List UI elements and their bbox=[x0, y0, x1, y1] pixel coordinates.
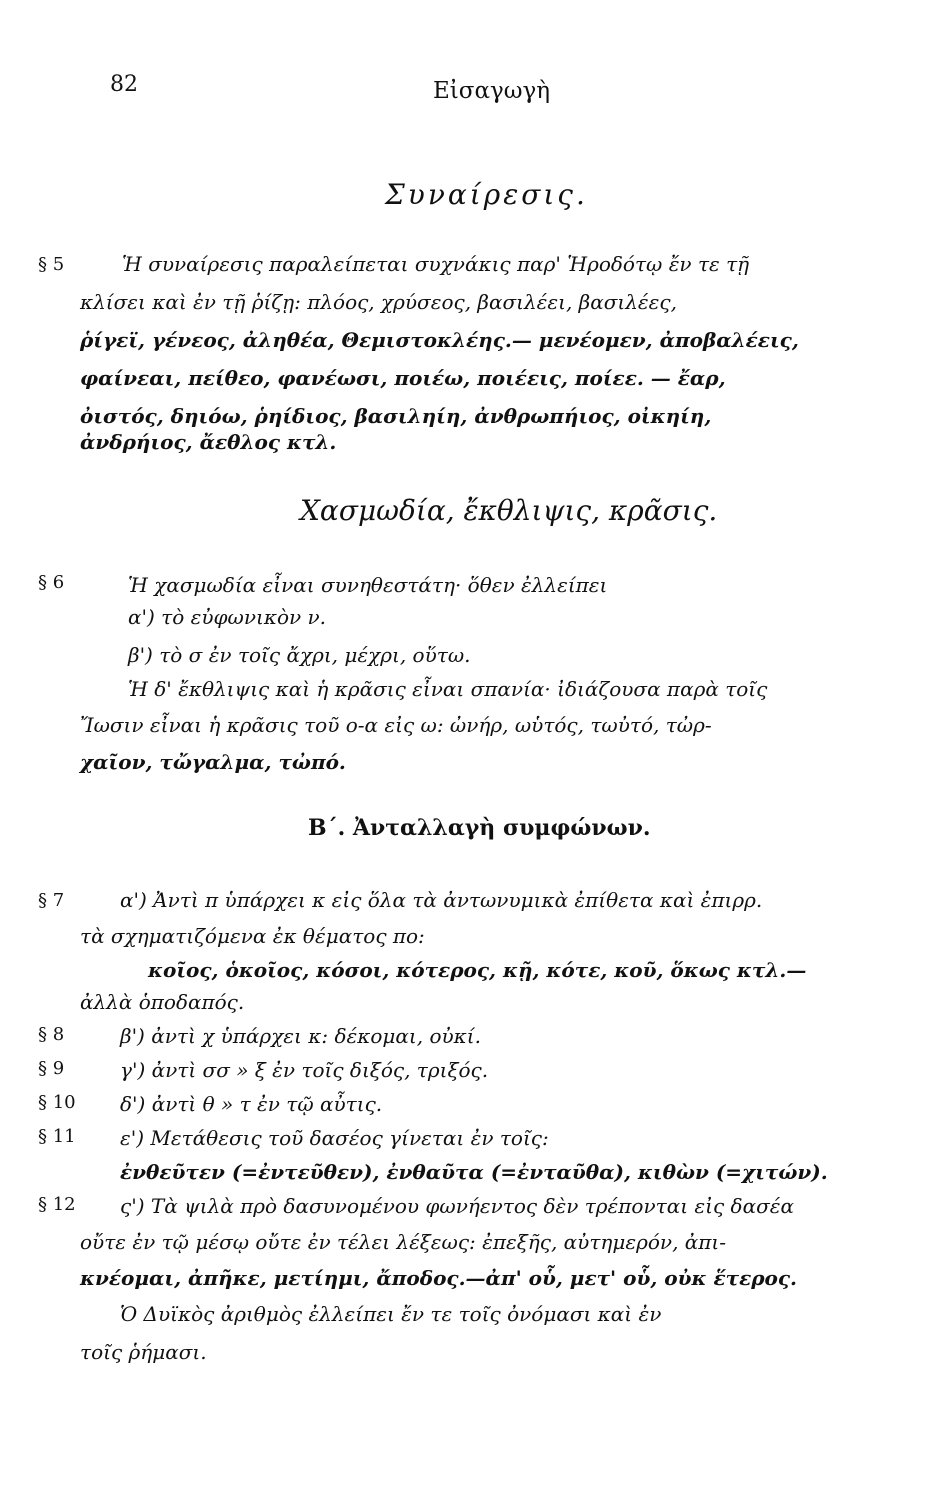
section-marker-9: § 9 bbox=[38, 1058, 65, 1079]
s9-line: γ') ἀντὶ σσ » ξ ἐν τοῖς διξός, τριξός. bbox=[120, 1058, 489, 1082]
s12-line-3: κνέομαι, ἀπῆκε, μετίημι, ἄποδος.—ἀπ' οὗ, μετ' οὗ, οὐκ ἕτερος. bbox=[80, 1266, 798, 1290]
s7-line-3: κοῖος, ὁκοῖος, κόσοι, κότερος, κῇ, κότε, κοῦ, ὅκως κτλ.— bbox=[148, 958, 807, 982]
s6-line-4: Ἡ δ' ἔκθλιψις καὶ ἡ κρᾶσις εἶναι σπανία· ἰδιάζουσα παρὰ τοῖς bbox=[128, 677, 768, 701]
running-title: Εἰσαγωγὴ bbox=[433, 78, 551, 104]
s7-line-2: τὰ σχηματιζόμενα ἐκ θέματος πο: bbox=[80, 924, 425, 948]
s6-line-2: α') τὸ εὐφωνικὸν ν. bbox=[128, 605, 327, 629]
heading-hiatus: Χασμωδία, ἔκθλιψις, κρᾶσις. bbox=[300, 494, 718, 527]
heading-synaeresis: Συναίρεσις. bbox=[385, 178, 588, 211]
section-marker-12: § 12 bbox=[38, 1194, 76, 1215]
s6-line-1: Ἡ χασμωδία εἶναι συνηθεστάτη· ὅθεν ἐλλείπει bbox=[128, 573, 608, 597]
section-marker-5: § 5 bbox=[38, 254, 65, 275]
section-marker-8: § 8 bbox=[38, 1024, 65, 1045]
s6-line-6: χαῖον, τὤγαλμα, τὠπό. bbox=[80, 750, 346, 774]
s5-line-5: ὀιστός, δηιόω, ῥηίδιος, βασιληίη, ἀνθρωπήιος, οἰκηίη, bbox=[80, 404, 712, 428]
s12-line-4: Ὁ Δυϊκὸς ἀριθμὸς ἐλλείπει ἔν τε τοῖς ὀνόμασι καὶ ἐν bbox=[120, 1302, 662, 1326]
s5-line-2: κλίσει καὶ ἐν τῇ ῥίζῃ: πλόος, χρύσεος, βασιλέει, βασιλέες, bbox=[80, 290, 677, 314]
s5-line-4: φαίνεαι, πείθεο, φανέωσι, ποιέω, ποιέεις, ποίεε. — ἔαρ, bbox=[80, 366, 726, 390]
page-number: 82 bbox=[110, 72, 138, 97]
s8-line: β') ἀντὶ χ ὑπάρχει κ: δέκομαι, οὐκί. bbox=[120, 1024, 481, 1048]
s12-line-2: οὔτε ἐν τῷ μέσῳ οὔτε ἐν τέλει λέξεως: ἐπεξῆς, αὐτημερόν, ἀπι- bbox=[80, 1230, 727, 1254]
s10-line: δ') ἀντὶ θ » τ ἐν τῷ αὖτις. bbox=[120, 1092, 383, 1116]
s11-line-1: ε') Μετάθεσις τοῦ δασέος γίνεται ἐν τοῖς: bbox=[120, 1126, 549, 1150]
s12-line-1: ς') Τὰ ψιλὰ πρὸ δασυνομένου φωνήεντος δὲν τρέπονται εἰς δασέα bbox=[120, 1194, 794, 1218]
section-marker-7: § 7 bbox=[38, 890, 65, 911]
s6-line-5: Ἴωσιν εἶναι ἡ κρᾶσις τοῦ ο-α εἰς ω: ὠνήρ, ωὑτός, τωὐτό, τὠρ- bbox=[80, 713, 712, 737]
s11-line-2: ἐνθεῦτεν (=ἐντεῦθεν), ἐνθαῦτα (=ἐνταῦθα), κιθὼν (=χιτών). bbox=[120, 1160, 828, 1184]
section-marker-11: § 11 bbox=[38, 1126, 76, 1147]
s12-line-5: τοῖς ῥήμασι. bbox=[80, 1340, 207, 1364]
s5-line-6: ἀνδρήιος, ἄεθλος κτλ. bbox=[80, 430, 337, 454]
s5-line-1: Ἡ συναίρεσις παραλείπεται συχνάκις παρ' Ἡροδότῳ ἔν τε τῇ bbox=[122, 252, 750, 276]
section-marker-10: § 10 bbox=[38, 1092, 76, 1113]
s7-line-4: ἀλλὰ ὁποδαπός. bbox=[80, 990, 245, 1014]
s7-line-1: α') Ἀντὶ π ὑπάρχει κ εἰς ὅλα τὰ ἀντωνυμικὰ ἐπίθετα καὶ ἐπιρρ. bbox=[120, 888, 763, 912]
s5-line-3: ῥίγεϊ, γένεος, ἀληθέα, Θεμιστοκλέης.— μενέομεν, ἀποβαλέεις, bbox=[80, 328, 799, 352]
s6-line-3: β') τὸ σ ἐν τοῖς ἄχρι, μέχρι, οὕτω. bbox=[128, 643, 471, 667]
heading-consonant-interchange: Β΄. Ἀνταλλαγὴ συμφώνων. bbox=[308, 815, 651, 841]
section-marker-6: § 6 bbox=[38, 572, 65, 593]
